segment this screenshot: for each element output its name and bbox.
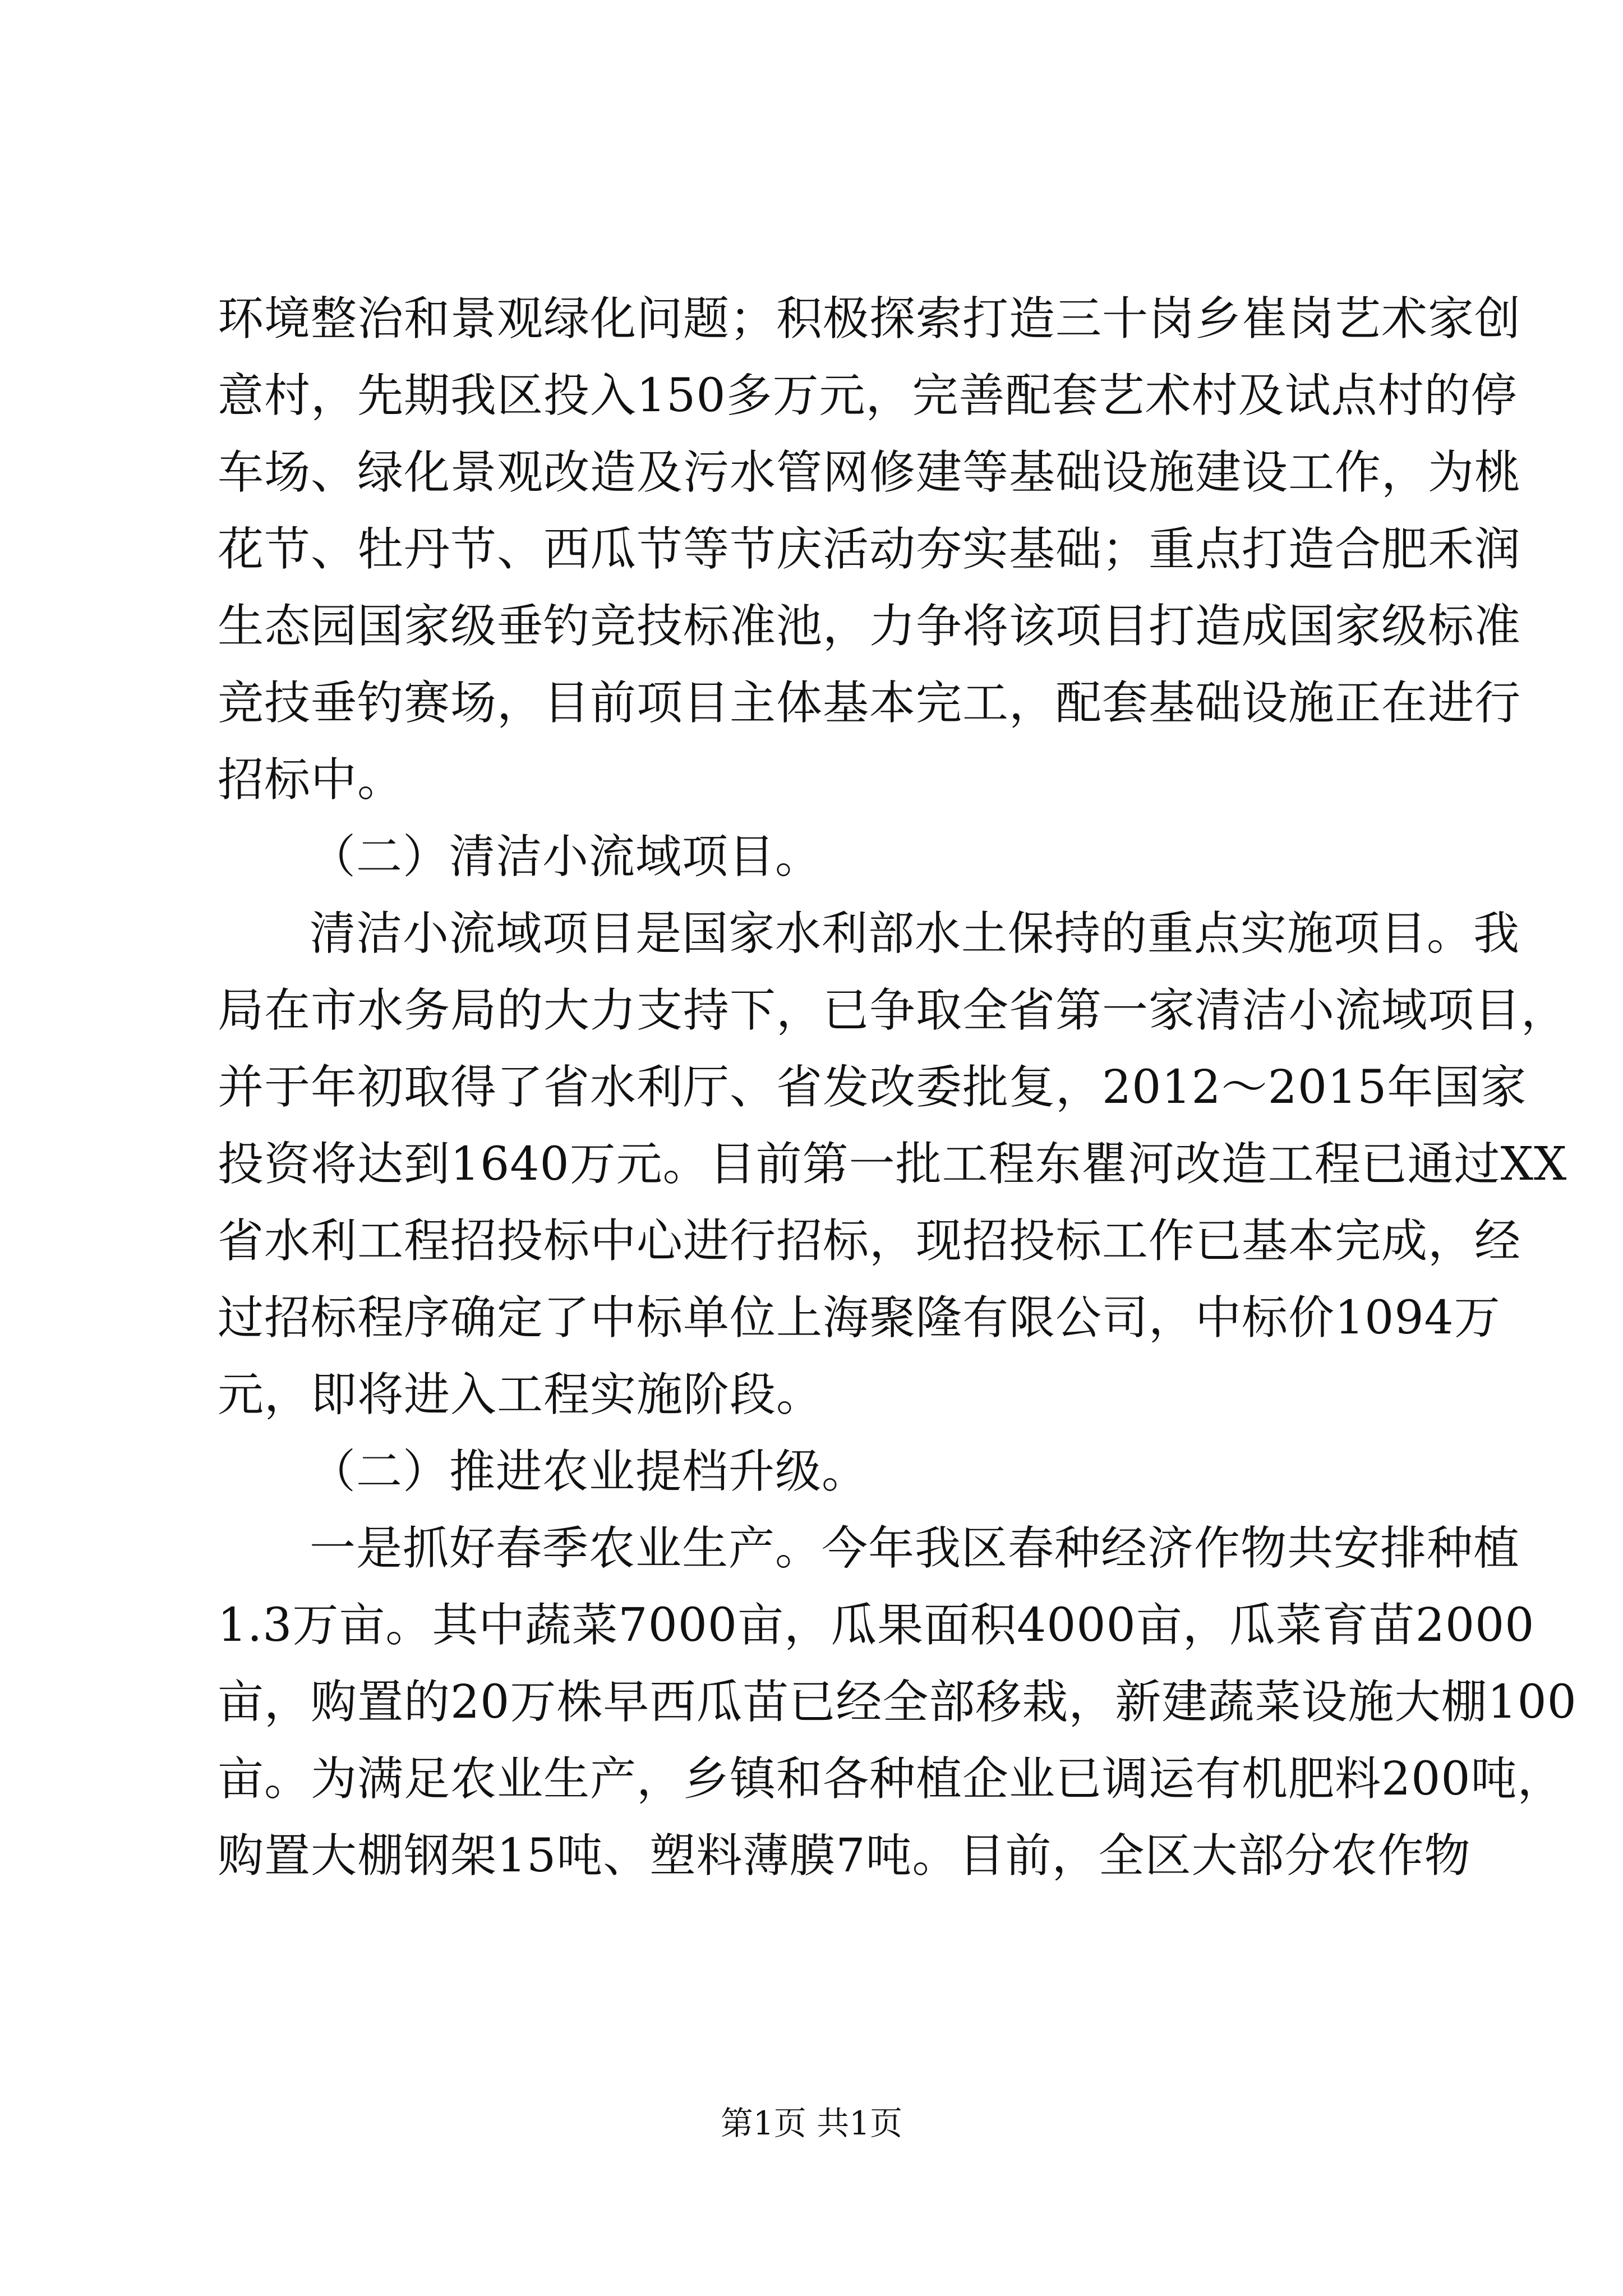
text-line: 省水利工程招投标中心进行招标，现招投标工作已基本完成，经 bbox=[218, 1214, 1521, 1268]
text-line: 清洁小流域项目是国家水利部水土保持的重点实施项目。我 bbox=[310, 907, 1520, 960]
text-line: 过招标程序确定了中标单位上海聚隆有限公司，中标价1094万 bbox=[218, 1291, 1501, 1345]
section-heading: （二）推进农业提档升级。 bbox=[310, 1445, 869, 1498]
text-line: 1.3万亩。其中蔬菜7000亩，瓜果面积4000亩，瓜菜育苗2000 bbox=[218, 1599, 1535, 1652]
text-line: 并于年初取得了省水利厅、省发改委批复，2012～2015年国家 bbox=[218, 1061, 1527, 1114]
section-heading: （二）清洁小流域项目。 bbox=[310, 830, 822, 884]
text-line: 竞技垂钓赛场，目前项目主体基本完工，配套基础设施正在进行 bbox=[218, 677, 1521, 730]
body-text bbox=[218, 280, 1577, 1894]
text-line: 局在市水务局的大力支持下，已争取全省第一家清洁小流域项目， bbox=[218, 984, 1568, 1037]
text-line: 环境整治和景观绿化问题；积极探索打造三十岗乡崔岗艺术家创 bbox=[218, 292, 1521, 346]
text-line: 亩，购置的20万株早西瓜苗已经全部移栽，新建蔬菜设施大棚100 bbox=[218, 1676, 1577, 1729]
text-line: 花节、牡丹节、西瓜节等节庆活动夯实基础；重点打造合肥禾润 bbox=[218, 523, 1521, 576]
text-line: 生态园国家级垂钓竞技标准池，力争将该项目打造成国家级标准 bbox=[218, 600, 1521, 653]
text-line: 购置大棚钢架15吨、塑料薄膜7吨。目前，全区大部分农作物 bbox=[218, 1829, 1471, 1883]
page-footer: 第1页 共1页 bbox=[720, 2104, 903, 2142]
text-line: 招标中。 bbox=[218, 753, 404, 807]
text-line: 意村，先期我区投入150多万元，完善配套艺术村及试点村的停 bbox=[218, 369, 1518, 422]
text-line: 投资将达到1640万元。目前第一批工程东瞿河改造工程已通过XX bbox=[218, 1138, 1567, 1191]
text-line: 亩。为满足农业生产，乡镇和各种植企业已调运有机肥料200吨， bbox=[218, 1752, 1564, 1806]
text-line: 一是抓好春季农业生产。今年我区春种经济作物共安排种植 bbox=[310, 1522, 1520, 1575]
text-line: 元，即将进入工程实施阶段。 bbox=[218, 1368, 823, 1421]
text-line: 车场、绿化景观改造及污水管网修建等基础设施建设工作，为桃 bbox=[218, 446, 1521, 499]
